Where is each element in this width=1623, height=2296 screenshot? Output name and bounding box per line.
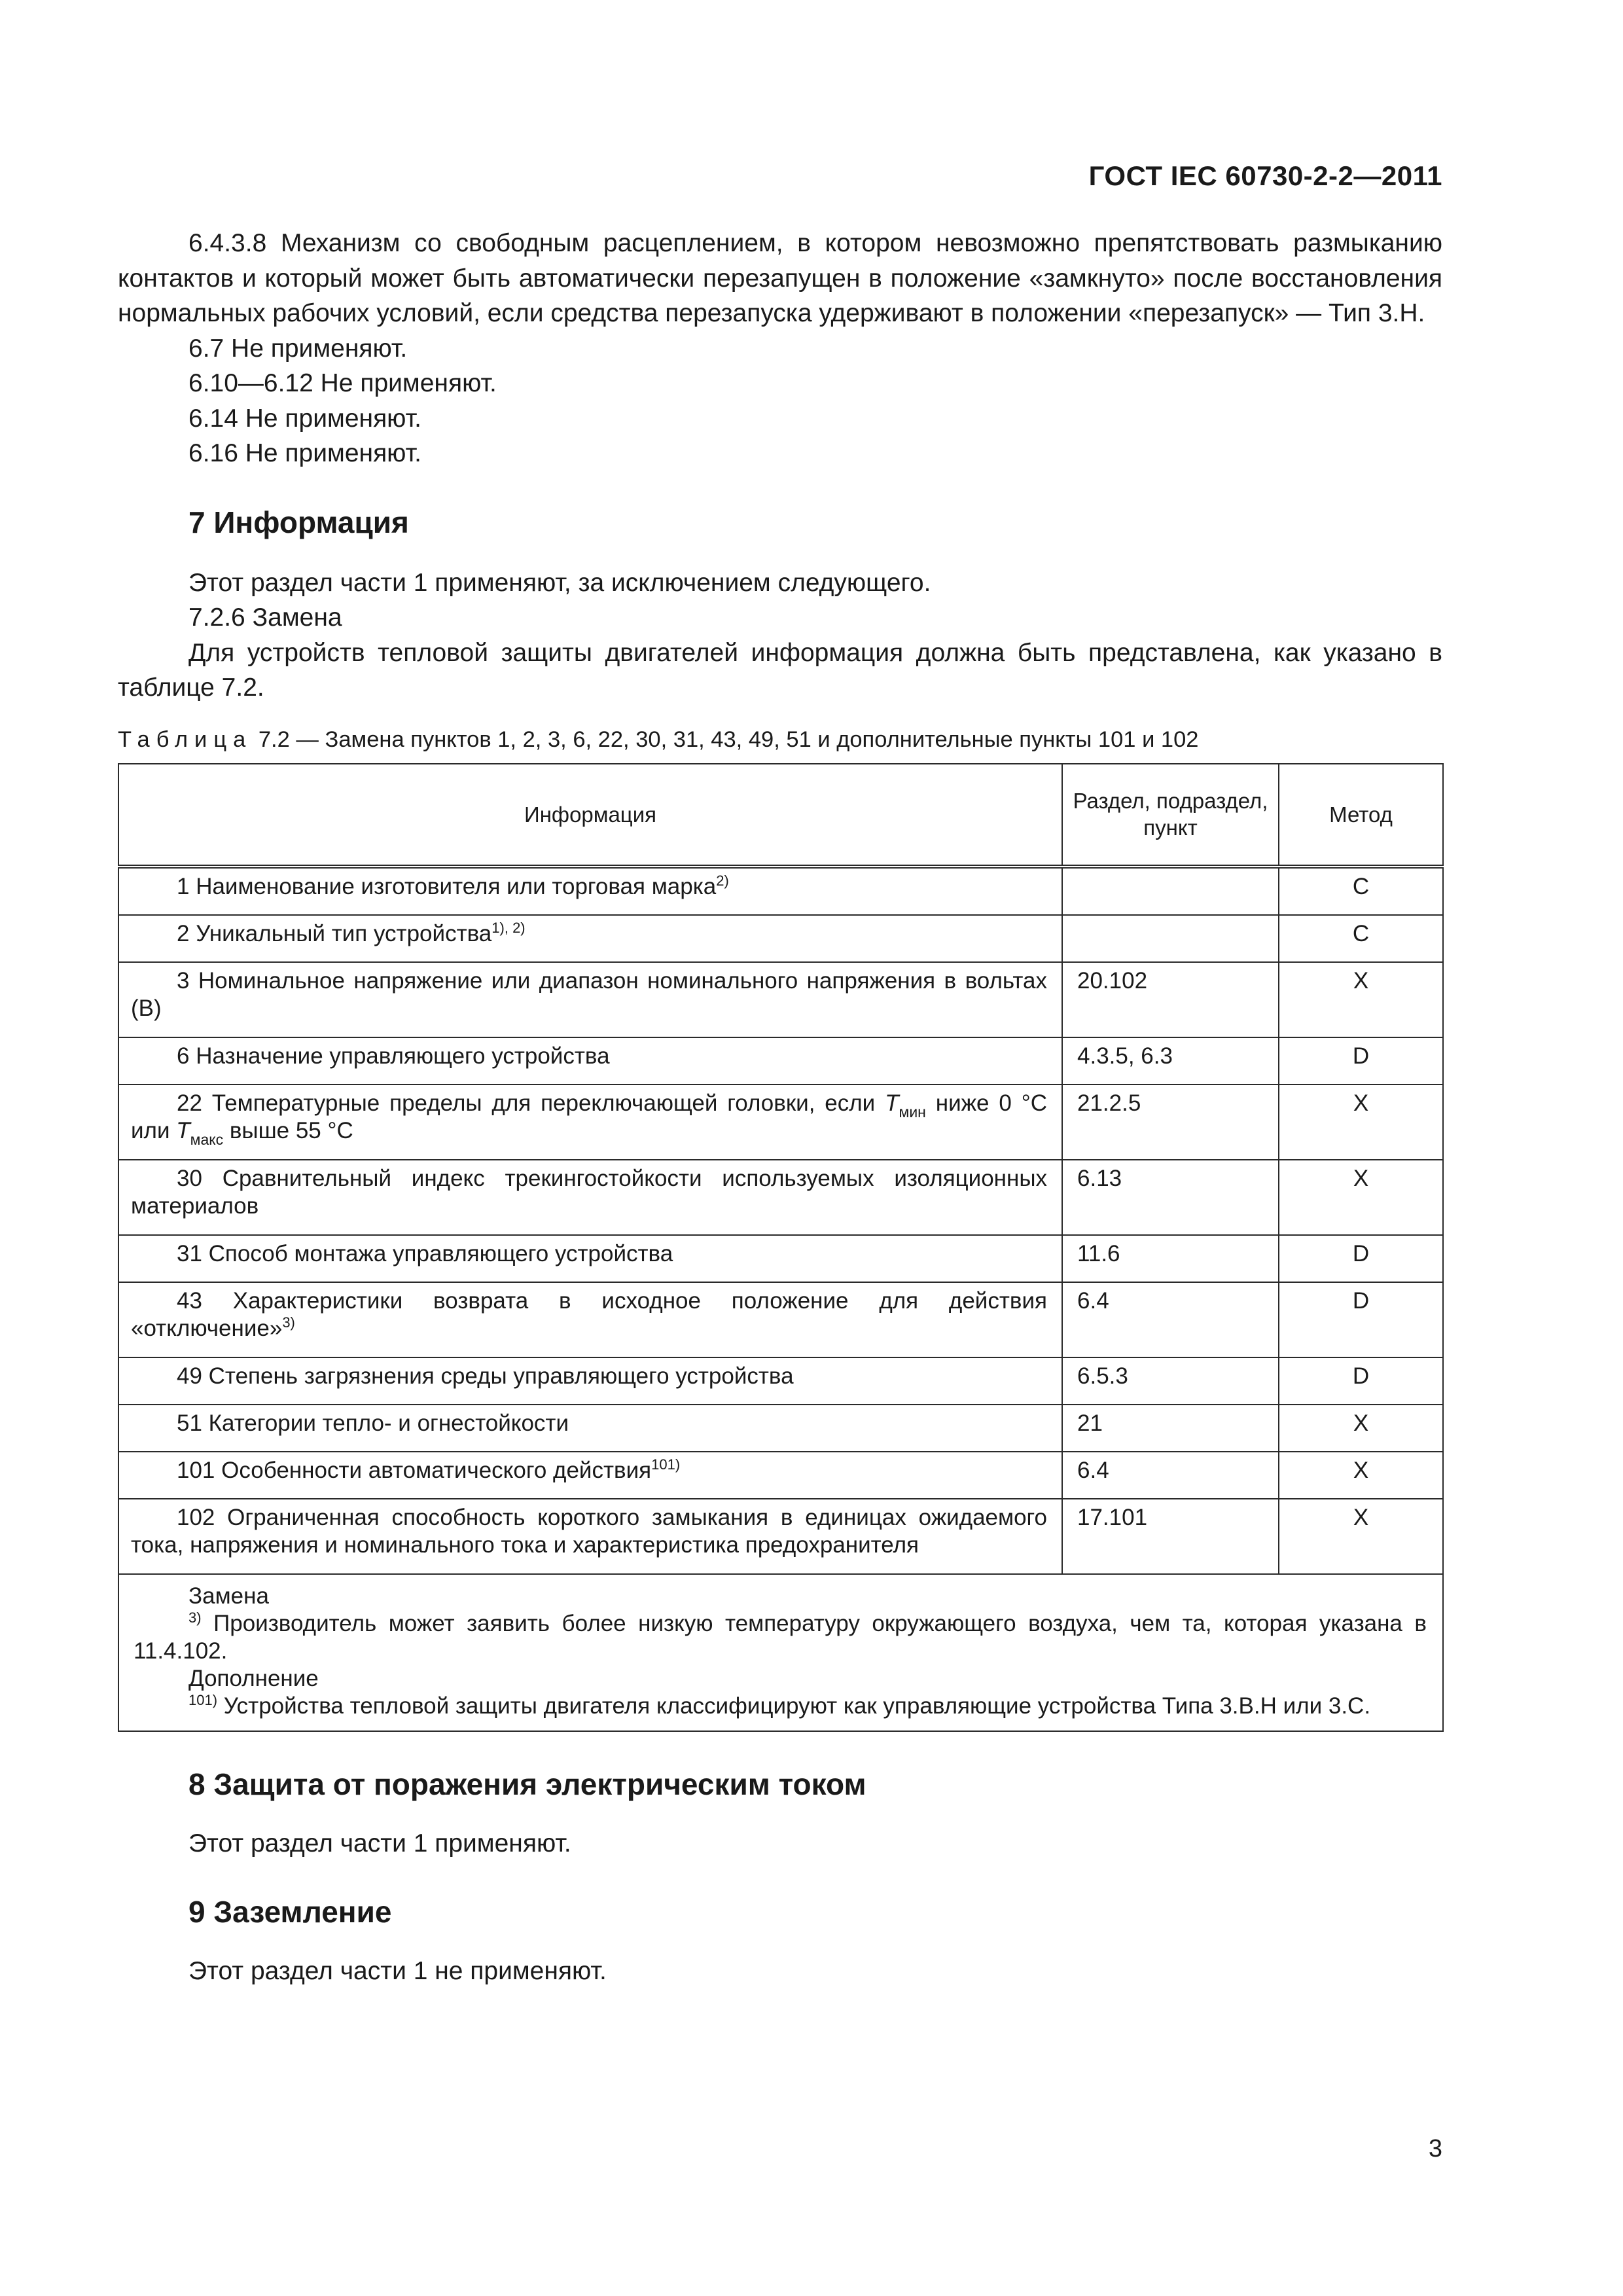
cell-ref: 17.101 [1062, 1499, 1279, 1574]
cell-method: X [1279, 1499, 1443, 1574]
cell-method: C [1279, 915, 1443, 962]
cell-method: D [1279, 1357, 1443, 1405]
cell-info: 102 Ограниченная способность короткого замыкания в единицах ожидаемого тока, напряжения и номинального тока и характеристика предохранителя [118, 1499, 1062, 1574]
table-row [118, 1085, 1443, 1160]
header-info: Информация [118, 764, 1062, 867]
cell-ref [1062, 867, 1279, 915]
paragraph-6-10: 6.10—6.12 Не применяют. [188, 369, 497, 397]
header-ref: Раздел, подраздел, пункт [1062, 764, 1279, 867]
table-row [118, 1160, 1443, 1235]
cell-info: 101 Особенности автоматического действия$^{101)}$ [118, 1452, 1062, 1499]
cell-info: 30 Сравнительный индекс трекингостойкости используемых изоляционных материалов [118, 1160, 1062, 1235]
cell-method: D [1279, 1282, 1443, 1357]
table-row [118, 1452, 1443, 1499]
section-9-paragraph: Этот раздел части 1 не применяют. [188, 1957, 607, 1985]
notes-label-addition: Дополнение [188, 1665, 319, 1691]
section-7-heading: 7 Информация [188, 505, 409, 539]
cell-info: 51 Категории тепло- и огнестойкости [118, 1405, 1062, 1452]
cell-ref: 6.4 [1062, 1282, 1279, 1357]
cell-info: 49 Степень загрязнения среды управляющего устройства [118, 1357, 1062, 1405]
page-content [118, 226, 1442, 1989]
cell-method: C [1279, 867, 1443, 915]
table-row [118, 1282, 1443, 1357]
header-method: Метод [1279, 764, 1443, 867]
cell-ref [1062, 915, 1279, 962]
paragraph-6-14: 6.14 Не применяют. [188, 404, 421, 433]
table-row [118, 1499, 1443, 1574]
section-8-paragraph: Этот раздел части 1 применяют. [188, 1829, 571, 1857]
cell-ref: 6.4 [1062, 1452, 1279, 1499]
table-7-2 [118, 763, 1444, 1732]
cell-info: 2 Уникальный тип устройства$^{1), 2)}$ [118, 915, 1062, 962]
cell-info: 22 Температурные пределы для переключающей головки, если $T_{мин}$ ниже 0 °C или $T_{макс}$ выше 55 °C [118, 1085, 1062, 1160]
table-row [118, 1357, 1443, 1405]
table-notes-row [118, 1574, 1443, 1731]
cell-ref: 6.5.3 [1062, 1357, 1279, 1405]
note-3: $^{3)}$ Производитель может заявить более низкую температуру окружающего воздуха, чем та, которая указана в 11.4.102. [134, 1609, 1427, 1664]
section-7-paragraph-1: Этот раздел части 1 применяют, за исключением следующего. [188, 568, 931, 597]
table-row [118, 1405, 1443, 1452]
table-row [118, 915, 1443, 962]
cell-method: D [1279, 1037, 1443, 1085]
document-header: ГОСТ IEC 60730-2-2—2011 [1088, 160, 1442, 191]
section-8-heading: 8 Защита от поражения электрическим током [188, 1767, 866, 1801]
cell-method: X [1279, 1160, 1443, 1235]
cell-info: 43 Характеристики возврата в исходное положение для действия «отключение»$^{3)}$ [118, 1282, 1062, 1357]
cell-ref: 20.102 [1062, 962, 1279, 1037]
table-row [118, 1037, 1443, 1085]
table-caption [118, 725, 1442, 754]
cell-method: X [1279, 1085, 1443, 1160]
cell-info: 1 Наименование изготовителя или торговая марка$^{2)}$ [118, 867, 1062, 915]
table-row [118, 1235, 1443, 1282]
section-7-paragraph-2: 7.2.6 Замена [188, 603, 342, 632]
section-7-paragraph-3: Для устройств тепловой защиты двигателей информация должна быть представлена, как указано в таблице 7.2. [118, 638, 1442, 702]
paragraph-6-7: 6.7 Не применяют. [188, 334, 408, 363]
cell-method: X [1279, 1452, 1443, 1499]
section-9-heading: 9 Заземление [188, 1895, 392, 1929]
cell-ref: 11.6 [1062, 1235, 1279, 1282]
cell-ref: 21 [1062, 1405, 1279, 1452]
table-row [118, 962, 1443, 1037]
paragraph-6-16: 6.16 Не применяют. [188, 439, 421, 467]
page-number: 3 [1428, 2135, 1442, 2162]
cell-info: 31 Способ монтажа управляющего устройства [118, 1235, 1062, 1282]
cell-method: D [1279, 1235, 1443, 1282]
cell-ref: 4.3.5, 6.3 [1062, 1037, 1279, 1085]
cell-info: 6 Назначение управляющего устройства [118, 1037, 1062, 1085]
cell-info: 3 Номинальное напряжение или диапазон номинального напряжения в вольтах (В) [118, 962, 1062, 1037]
paragraph-6-4-3-8: 6.4.3.8 Механизм со свободным расцеплением, в котором невозможно препятствовать размыканию контактов и который может быть автоматически перезапущен в положение «замкнуто» после восстановления нормальных рабочих условий, если средства перезапуска удерживают в положении «перезапуск» — Тип 3.Н. [118, 229, 1442, 327]
cell-method: X [1279, 1405, 1443, 1452]
note-101: $^{101)}$ Устройства тепловой защиты двигателя классифицируют как управляющие устройства Типа 3.В.Н или 3.С. [188, 1691, 1371, 1719]
cell-ref: 6.13 [1062, 1160, 1279, 1235]
table-caption-label: Таблица [118, 726, 253, 752]
cell-method: X [1279, 962, 1443, 1037]
cell-ref: 21.2.5 [1062, 1085, 1279, 1160]
table-row [118, 867, 1443, 915]
table-notes [118, 1574, 1443, 1731]
table-caption-text: 7.2 — Замена пунктов 1, 2, 3, 6, 22, 30, 31, 43, 49, 51 и дополнительные пункты 101 и 102 [258, 726, 1199, 752]
table-header-row [118, 764, 1443, 867]
notes-label-replacement: Замена [188, 1583, 269, 1609]
